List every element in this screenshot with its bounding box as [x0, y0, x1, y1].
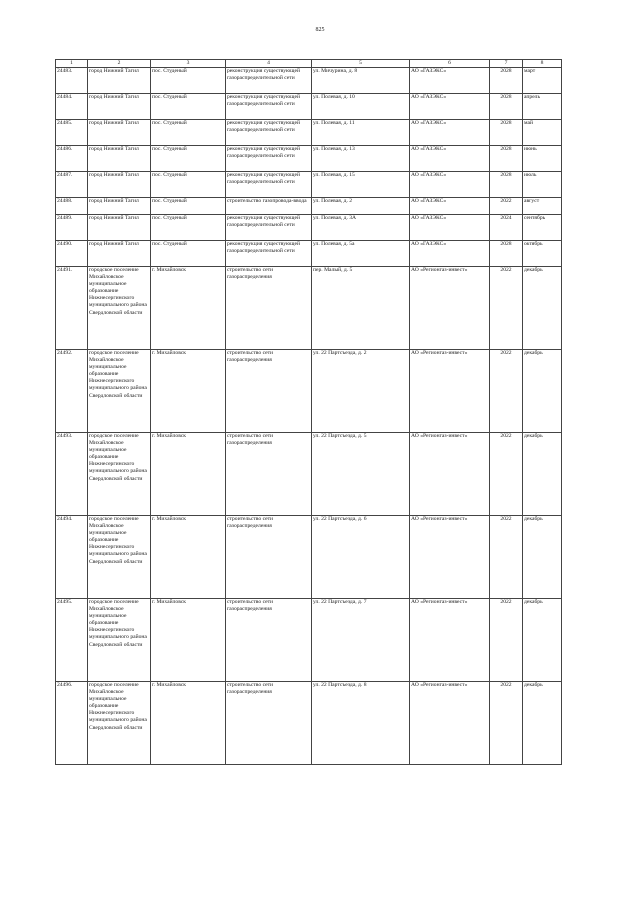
- year-cell: 2022: [490, 599, 523, 682]
- address-cell: ул. Полевая, д. 11: [312, 120, 410, 146]
- work-type-cell: реконструкция существующей газораспределительной сети: [226, 120, 312, 146]
- address-cell: пер. Малый, д. 5: [312, 267, 410, 350]
- organization-cell: АО «Регионгаз-инвест»: [410, 350, 490, 433]
- row-number: 24492.: [56, 350, 88, 433]
- column-header: 7: [490, 60, 523, 68]
- work-type-cell: строительство газопровода-ввода: [226, 198, 312, 215]
- column-header: 8: [523, 60, 562, 68]
- address-cell: ул. Полевая, д. 13: [312, 146, 410, 172]
- year-cell: 2022: [490, 198, 523, 215]
- municipality-cell: городское поселение Михайловское муниципальное образование Нижнесергинского муниципального района Свердловской области: [88, 433, 151, 516]
- municipality-cell: городское поселение Михайловское муниципальное образование Нижнесергинского муниципального района Свердловской области: [88, 516, 151, 599]
- settlement-cell: г. Михайловск: [151, 267, 226, 350]
- work-type-cell: строительство сети газораспределения: [226, 516, 312, 599]
- settlement-cell: пос. Студеный: [151, 68, 226, 94]
- settlement-cell: пос. Студеный: [151, 146, 226, 172]
- municipality-cell: город Нижний Тагил: [88, 241, 151, 267]
- work-type-cell: реконструкция существующей газораспределительной сети: [226, 172, 312, 198]
- column-header: 3: [151, 60, 226, 68]
- municipality-cell: городское поселение Михайловское муниципальное образование Нижнесергинского муниципального района Свердловской области: [88, 682, 151, 765]
- row-number: 24483.: [56, 68, 88, 94]
- year-cell: 2028: [490, 120, 523, 146]
- month-cell: декабрь: [523, 599, 562, 682]
- municipality-cell: город Нижний Тагил: [88, 146, 151, 172]
- organization-cell: АО «Регионгаз-инвест»: [410, 433, 490, 516]
- column-header: 6: [410, 60, 490, 68]
- settlement-cell: г. Михайловск: [151, 433, 226, 516]
- work-type-cell: реконструкция существующей газораспределительной сети: [226, 146, 312, 172]
- row-number: 24495.: [56, 599, 88, 682]
- row-number: 24489.: [56, 215, 88, 241]
- address-cell: ул. 22 Партсъезда, д. 7: [312, 599, 410, 682]
- address-cell: ул. Полевая, д. 2: [312, 198, 410, 215]
- row-number: 24487.: [56, 172, 88, 198]
- settlement-cell: пос. Студеный: [151, 172, 226, 198]
- month-cell: декабрь: [523, 267, 562, 350]
- column-number-row: [56, 60, 562, 68]
- address-cell: ул. Полевая, д. 3А: [312, 215, 410, 241]
- organization-cell: АО «ГАЗЭКС»: [410, 120, 490, 146]
- month-cell: декабрь: [523, 350, 562, 433]
- month-cell: июль: [523, 172, 562, 198]
- table-row: [56, 146, 562, 172]
- address-cell: ул. Полевая, д. 10: [312, 94, 410, 120]
- month-cell: август: [523, 198, 562, 215]
- month-cell: октябрь: [523, 241, 562, 267]
- year-cell: 2022: [490, 516, 523, 599]
- row-number: 24485.: [56, 120, 88, 146]
- organization-cell: АО «Регионгаз-инвест»: [410, 682, 490, 765]
- municipality-cell: городское поселение Михайловское муниципальное образование Нижнесергинского муниципального района Свердловской области: [88, 599, 151, 682]
- settlement-cell: пос. Студеный: [151, 94, 226, 120]
- organization-cell: АО «ГАЗЭКС»: [410, 94, 490, 120]
- month-cell: апрель: [523, 94, 562, 120]
- table-row: [56, 267, 562, 350]
- work-type-cell: строительство сети газораспределения: [226, 682, 312, 765]
- year-cell: 2024: [490, 215, 523, 241]
- year-cell: 2028: [490, 241, 523, 267]
- work-type-cell: реконструкция существующей газораспределительной сети: [226, 68, 312, 94]
- municipality-cell: город Нижний Тагил: [88, 198, 151, 215]
- address-cell: ул. 22 Партсъезда, д. 8: [312, 682, 410, 765]
- year-cell: 2028: [490, 68, 523, 94]
- address-cell: ул. 22 Партсъезда, д. 5: [312, 433, 410, 516]
- organization-cell: АО «ГАЗЭКС»: [410, 68, 490, 94]
- work-type-cell: строительство сети газораспределения: [226, 599, 312, 682]
- address-cell: ул. Мичурина, д. 8: [312, 68, 410, 94]
- organization-cell: АО «Регионгаз-инвест»: [410, 267, 490, 350]
- row-number: 24484.: [56, 94, 88, 120]
- work-type-cell: реконструкция существующей газораспределительной сети: [226, 94, 312, 120]
- address-cell: ул. 22 Партсъезда, д. 6: [312, 516, 410, 599]
- work-type-cell: строительство сети газораспределения: [226, 433, 312, 516]
- year-cell: 2028: [490, 146, 523, 172]
- settlement-cell: пос. Студеный: [151, 120, 226, 146]
- row-number: 24488.: [56, 198, 88, 215]
- organization-cell: АО «ГАЗЭКС»: [410, 215, 490, 241]
- municipality-cell: город Нижний Тагил: [88, 94, 151, 120]
- organization-cell: АО «ГАЗЭКС»: [410, 241, 490, 267]
- work-type-cell: строительство сети газораспределения: [226, 350, 312, 433]
- organization-cell: АО «ГАЗЭКС»: [410, 172, 490, 198]
- row-number: 24493.: [56, 433, 88, 516]
- column-header: 5: [312, 60, 410, 68]
- row-number: 24491.: [56, 267, 88, 350]
- month-cell: июнь: [523, 146, 562, 172]
- year-cell: 2028: [490, 94, 523, 120]
- organization-cell: АО «Регионгаз-инвест»: [410, 516, 490, 599]
- month-cell: март: [523, 68, 562, 94]
- month-cell: май: [523, 120, 562, 146]
- address-cell: ул. 22 Партсъезда, д. 2: [312, 350, 410, 433]
- organization-cell: АО «ГАЗЭКС»: [410, 146, 490, 172]
- address-cell: ул. Полевая, д. 5а: [312, 241, 410, 267]
- year-cell: 2028: [490, 172, 523, 198]
- gasification-schedule-table: [55, 59, 562, 765]
- column-header: 4: [226, 60, 312, 68]
- table-row: [56, 241, 562, 267]
- table-row: [56, 433, 562, 516]
- table-row: [56, 172, 562, 198]
- table-row: [56, 120, 562, 146]
- address-cell: ул. Полевая, д. 15: [312, 172, 410, 198]
- year-cell: 2022: [490, 267, 523, 350]
- column-header: 2: [88, 60, 151, 68]
- municipality-cell: городское поселение Михайловское муниципальное образование Нижнесергинского муниципального района Свердловской области: [88, 350, 151, 433]
- municipality-cell: город Нижний Тагил: [88, 215, 151, 241]
- settlement-cell: пос. Студеный: [151, 198, 226, 215]
- table-row: [56, 68, 562, 94]
- table-row: [56, 94, 562, 120]
- table-row: [56, 599, 562, 682]
- settlement-cell: г. Михайловск: [151, 350, 226, 433]
- table-row: [56, 682, 562, 765]
- table-row: [56, 516, 562, 599]
- month-cell: декабрь: [523, 516, 562, 599]
- month-cell: декабрь: [523, 433, 562, 516]
- column-header: 1: [56, 60, 88, 68]
- municipality-cell: город Нижний Тагил: [88, 120, 151, 146]
- table-row: [56, 215, 562, 241]
- table-row: [56, 198, 562, 215]
- municipality-cell: город Нижний Тагил: [88, 172, 151, 198]
- year-cell: 2022: [490, 350, 523, 433]
- settlement-cell: г. Михайловск: [151, 516, 226, 599]
- table-row: [56, 350, 562, 433]
- settlement-cell: г. Михайловск: [151, 682, 226, 765]
- settlement-cell: пос. Студеный: [151, 215, 226, 241]
- settlement-cell: г. Михайловск: [151, 599, 226, 682]
- year-cell: 2022: [490, 682, 523, 765]
- organization-cell: АО «ГАЗЭКС»: [410, 198, 490, 215]
- work-type-cell: строительство сети газораспределения: [226, 267, 312, 350]
- row-number: 24486.: [56, 146, 88, 172]
- row-number: 24490.: [56, 241, 88, 267]
- month-cell: сентябрь: [523, 215, 562, 241]
- row-number: 24494.: [56, 516, 88, 599]
- municipality-cell: городское поселение Михайловское муниципальное образование Нижнесергинского муниципального района Свердловской области: [88, 267, 151, 350]
- page-number: 825: [315, 27, 325, 33]
- month-cell: декабрь: [523, 682, 562, 765]
- work-type-cell: реконструкция существующей газораспределительной сети: [226, 215, 312, 241]
- row-number: 24496.: [56, 682, 88, 765]
- work-type-cell: реконструкция существующей газораспределительной сети: [226, 241, 312, 267]
- settlement-cell: пос. Студеный: [151, 241, 226, 267]
- organization-cell: АО «Регионгаз-инвест»: [410, 599, 490, 682]
- year-cell: 2022: [490, 433, 523, 516]
- municipality-cell: город Нижний Тагил: [88, 68, 151, 94]
